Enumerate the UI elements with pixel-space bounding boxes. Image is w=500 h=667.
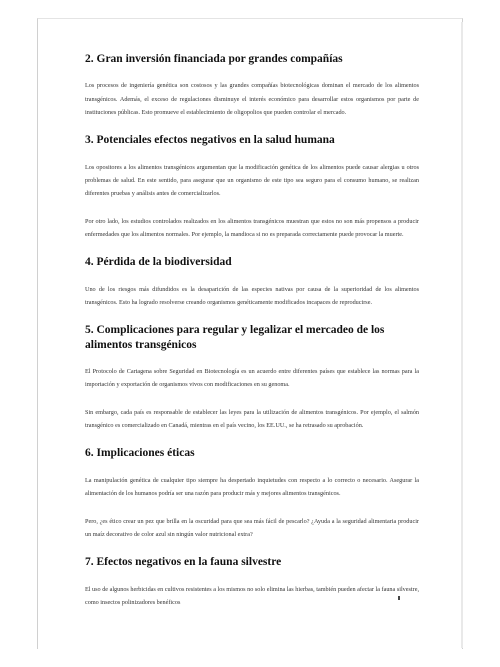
paragraph: Los procesos de ingeniería genética son costosos y las grandes compañías biotecnológicas dominan el mercado de los alimentos transgénicos. Además, el exceso de regulaciones disminuye el interés económico para desarrollar estos organismos por parte de instituciones públicas. Esto promueve el establecimiento de oligopolios que pueden controlar el mercado. [85,82,419,117]
section-heading: 6. Implicaciones éticas [85,447,195,460]
section-heading: 2. Gran inversión financiada por grandes compañías [85,53,343,65]
section [85,555,419,609]
document-content [85,52,419,623]
section [85,52,419,119]
paragraph: El Protocolo de Cartagena sobre Seguridad en Biotecnología es un acuerdo entre diferentes países que establece las normas para la importación y exportación de organismos vivos con modificaciones en su genoma. [85,368,419,389]
paragraph: Uno de los riesgos más difundidos es la desaparición de las especies nativas por causa de la superioridad de los alimentos transgénicos. Esto ha logrado resolverse creando organismos genéticamente modificados incapaces de reproducirse. [85,285,419,307]
section [85,255,419,309]
section-heading: 5. Complicaciones para regular y legalizar el mercadeo de los alimentos transgénicos [85,324,385,351]
section [85,323,419,432]
paragraph: Los opositores a los alimentos transgénicos argumentan que la modificación genética de los alimentos puede causar alergias u otros problemas de salud. En este sentido, para asegurar que un organismo de este tipo sea seguro para el consumo humano, se realizan diferentes pruebas y análisis antes de comercializarlos. [85,163,419,198]
paragraph: Sin embargo, cada país es responsable de establecer las leyes para la utilización de alimentos transgénicos. Por ejemplo, el salmón transgénico es comercializado en Canadá, mientras en el país vecino, los EE.UU., se ha retrasado su aprobación. [85,408,419,430]
section [85,446,419,541]
paragraph: Pero, ¿es ético crear un pez que brilla en la oscuridad para que sea más fácil de pescarlo? ¿Ayuda a la seguridad alimentaria producir un maíz decorativo de color azul sin ningún valor nutricional extra? [85,517,419,538]
page-mark [398,596,400,600]
section-heading: 3. Potenciales efectos negativos en la salud humana [85,134,335,147]
section [85,133,419,241]
page-shadow [461,22,463,648]
section-heading: 7. Efectos negativos en la fauna silvestre [85,556,282,569]
paragraph: El uso de algunos herbicidas en cultivos resistentes a los mismos no solo elimina las hierbas, también pueden afectar la fauna silvestre, como insectos polinizadores benéficos [85,585,419,606]
paragraph: Por otro lado, los estudios controlados realizados en los alimentos transgénicos muestran que estos no son más propensos a producir enfermedades que los alimentos normales. Por ejemplo, la mandioca si no es preparada correctamente puede provocar la muerte. [85,217,419,239]
section-heading: 4. Pérdida de la biodiversidad [85,256,232,269]
paragraph: La manipulación genética de cualquier tipo siempre ha despertado inquietudes con respecto a lo correcto o necesario. Asegurar la alimentación de los humanos podría ser una razón para producir más y mejores alimentos transgénicos. [85,476,419,498]
